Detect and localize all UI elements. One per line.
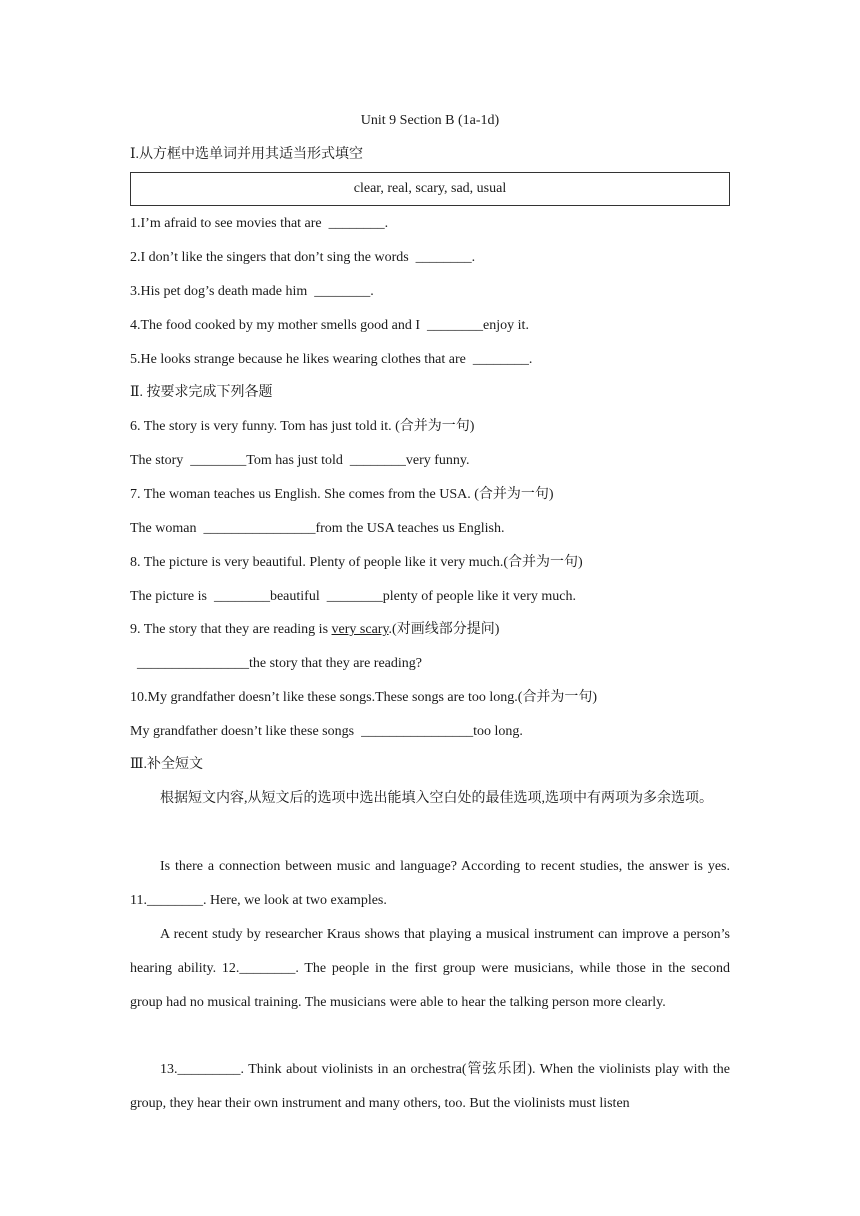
answer-8: The picture is ________beautiful ________plenty of people like it very much. bbox=[130, 589, 576, 604]
section3-instruction: 根据短文内容,从短文后的选项中选出能填入空白处的最佳选项,选项中有两项为多余选项。 bbox=[160, 791, 713, 806]
answer-7: The woman ________________from the USA teaches us English. bbox=[130, 521, 505, 536]
question-9 bbox=[130, 620, 499, 640]
question-6: 6. The story is very funny. Tom has just told it. (合并为一句) bbox=[130, 419, 475, 434]
section2-heading: Ⅱ. 按要求完成下列各题 bbox=[130, 385, 273, 400]
question-2: 2.I don’t like the singers that don’t sing the words ________. bbox=[130, 250, 476, 265]
question-9-underlined: very scary bbox=[331, 622, 389, 637]
question-7: 7. The woman teaches us English. She comes from the USA. (合并为一句) bbox=[130, 487, 554, 502]
answer-10: My grandfather doesn’t like these songs ________________too long. bbox=[130, 724, 523, 739]
page-title: Unit 9 Section B (1a-1d) bbox=[360, 113, 500, 128]
passage-paragraph-2: A recent study by researcher Kraus shows that playing a musical instrument can improve a person’s hearing ability. 12.________. The people in the first group were musicians, while those in the second group had no musical training. The musicians were able to hear the talking person more clearly. bbox=[130, 927, 730, 1010]
passage-paragraph-1: Is there a connection between music and language? According to recent studies, the answer is yes. 11.________. Here, we look at two examples. bbox=[130, 859, 730, 908]
section1-heading: Ⅰ.从方框中选单词并用其适当形式填空 bbox=[130, 147, 364, 162]
question-9-instruction: .(对画线部分提问) bbox=[388, 622, 500, 637]
answer-6: The story ________Tom has just told ________very funny. bbox=[130, 453, 470, 468]
question-1: 1.I’m afraid to see movies that are ________. bbox=[130, 216, 389, 231]
question-4: 4.The food cooked by my mother smells good and I ________enjoy it. bbox=[130, 318, 529, 333]
question-9-text: 9. The story that they are reading is bbox=[130, 622, 332, 637]
question-8: 8. The picture is very beautiful. Plenty of people like it very much.(合并为一句) bbox=[130, 555, 583, 570]
word-box: clear, real, scary, sad, usual bbox=[130, 172, 730, 206]
answer-9: ________________the story that they are reading? bbox=[130, 656, 422, 671]
question-5: 5.He looks strange because he likes wearing clothes that are ________. bbox=[130, 352, 533, 367]
question-3: 3.His pet dog’s death made him ________. bbox=[130, 284, 374, 299]
section3-heading: Ⅲ.补全短文 bbox=[130, 757, 204, 772]
passage-paragraph-3: 13._________. Think about violinists in an orchestra(管弦乐团). When the violinists play with the group, they hear their own instrument and many others, too. But the violinists must listen bbox=[130, 1062, 730, 1111]
question-10: 10.My grandfather doesn’t like these songs.These songs are too long.(合并为一句) bbox=[130, 690, 598, 705]
